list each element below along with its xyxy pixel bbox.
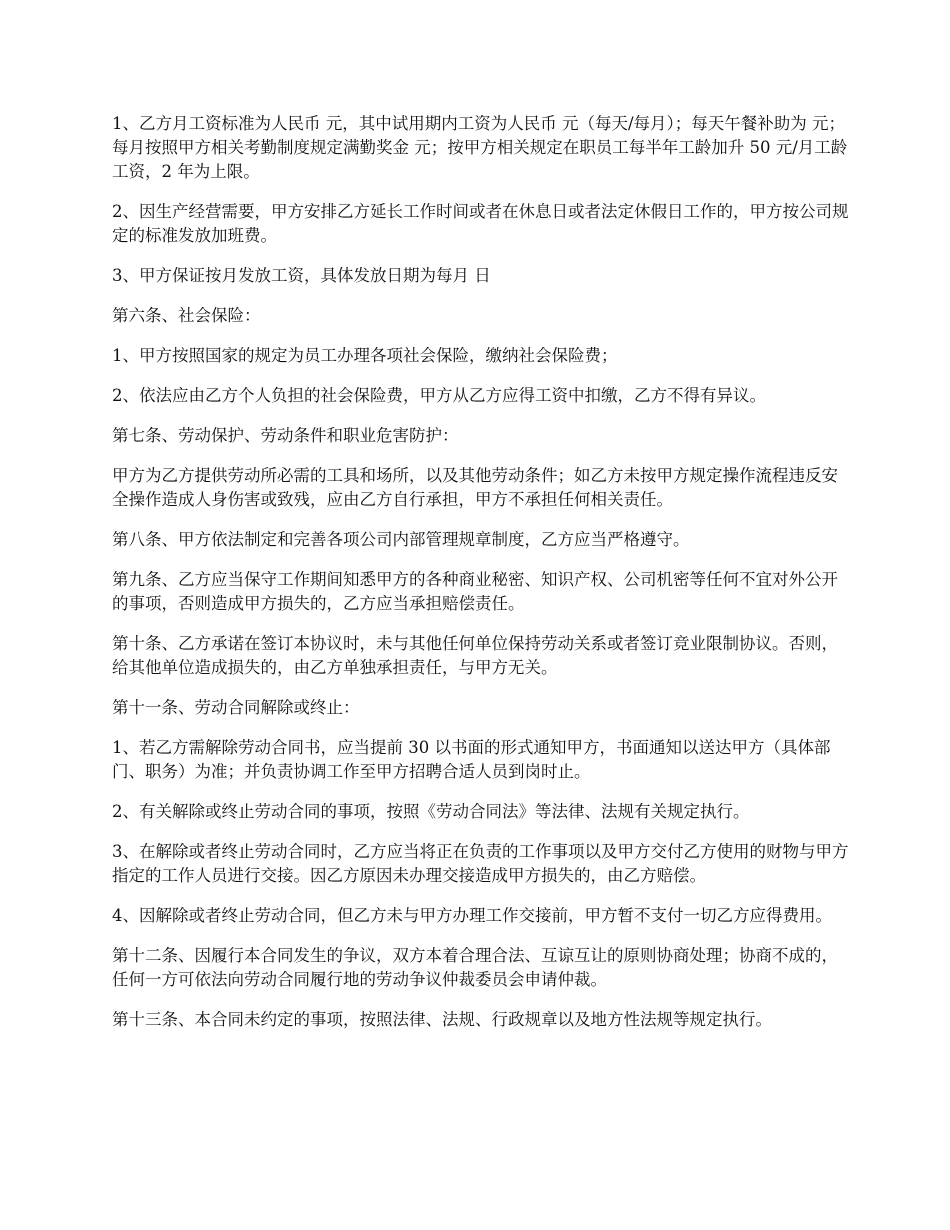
paragraph-social-insurance-1: 1、甲方按照国家的规定为员工办理各项社会保险，缴纳社会保险费； xyxy=(112,346,618,365)
paragraph-termination-2: 2、有关解除或终止劳动合同的事项，按照《劳动合同法》等法律、法规有关规定执行。 xyxy=(112,802,750,821)
heading-article-11: 第十一条、劳动合同解除或终止： xyxy=(112,698,360,717)
paragraph-article-10: 第十条、乙方承诺在签订本协议时，未与其他任何单位保持劳动关系或者签订竞业限制协议。否则，给其他单位造成损失的，由乙方单独承担责任，与甲方无关。 xyxy=(112,634,838,677)
paragraph-article-13: 第十三条、本合同未约定的事项，按照法律、法规、行政规章以及地方性法规等规定执行。 xyxy=(112,1010,772,1029)
paragraph-article-12: 第十二条、因履行本合同发生的争议，双方本着合理合法、互谅互让的原则协商处理；协商不成的，任何一方可依法向劳动合同履行地的劳动争议仲裁委员会申请仲裁。 xyxy=(112,946,838,989)
paragraph-labor-protection: 甲方为乙方提供劳动所必需的工具和场所，以及其他劳动条件；如乙方未按甲方规定操作流程违反安全操作造成人身伤害或致残，应由乙方自行承担，甲方不承担任何相关责任。 xyxy=(112,466,838,509)
paragraph-social-insurance-2: 2、依法应由乙方个人负担的社会保险费，甲方从乙方应得工资中扣缴，乙方不得有异议。 xyxy=(112,386,766,405)
paragraph-termination-4: 4、因解除或者终止劳动合同，但乙方未与甲方办理工作交接前，甲方暂不支付一切乙方应得费用。 xyxy=(112,906,832,925)
document-body xyxy=(112,112,852,1048)
paragraph-termination-3: 3、在解除或者终止劳动合同时，乙方应当将正在负责的工作事项以及甲方交付乙方使用的财物与甲方指定的工作人员进行交接。因乙方原因未办理交接造成甲方损失的，由乙方赔偿。 xyxy=(112,842,849,885)
paragraph-overtime: 2、因生产经营需要，甲方安排乙方延长工作时间或者在休息日或者法定休假日工作的，甲方按公司规定的标准发放加班费。 xyxy=(112,202,849,245)
paragraph-salary-standard: 1、乙方月工资标准为人民币 元，其中试用期内工资为人民币 元（每天/每月）；每天午餐补助为 元；每月按照甲方相关考勤制度规定满勤奖金 元；按甲方相关规定在职员工每半年工龄加升 50 元/月工龄工资，2 年为上限。 xyxy=(112,114,848,181)
paragraph-article-9: 第九条、乙方应当保守工作期间知悉甲方的各种商业秘密、知识产权、公司机密等任何不宜对外公开的事项，否则造成甲方损失的，乙方应当承担赔偿责任。 xyxy=(112,570,838,613)
heading-article-7: 第七条、劳动保护、劳动条件和职业危害防护： xyxy=(112,426,459,445)
heading-article-6: 第六条、社会保险： xyxy=(112,306,261,325)
paragraph-termination-1: 1、若乙方需解除劳动合同书，应当提前 30 以书面的形式通知甲方，书面通知以送达甲方（具体部门、职务）为准；并负责协调工作至甲方招聘合适人员到岗时止。 xyxy=(112,738,831,781)
paragraph-pay-date: 3、甲方保证按月发放工资，具体发放日期为每月 日 xyxy=(112,266,491,285)
paragraph-article-8: 第八条、甲方依法制定和完善各项公司内部管理规章制度，乙方应当严格遵守。 xyxy=(112,530,690,549)
